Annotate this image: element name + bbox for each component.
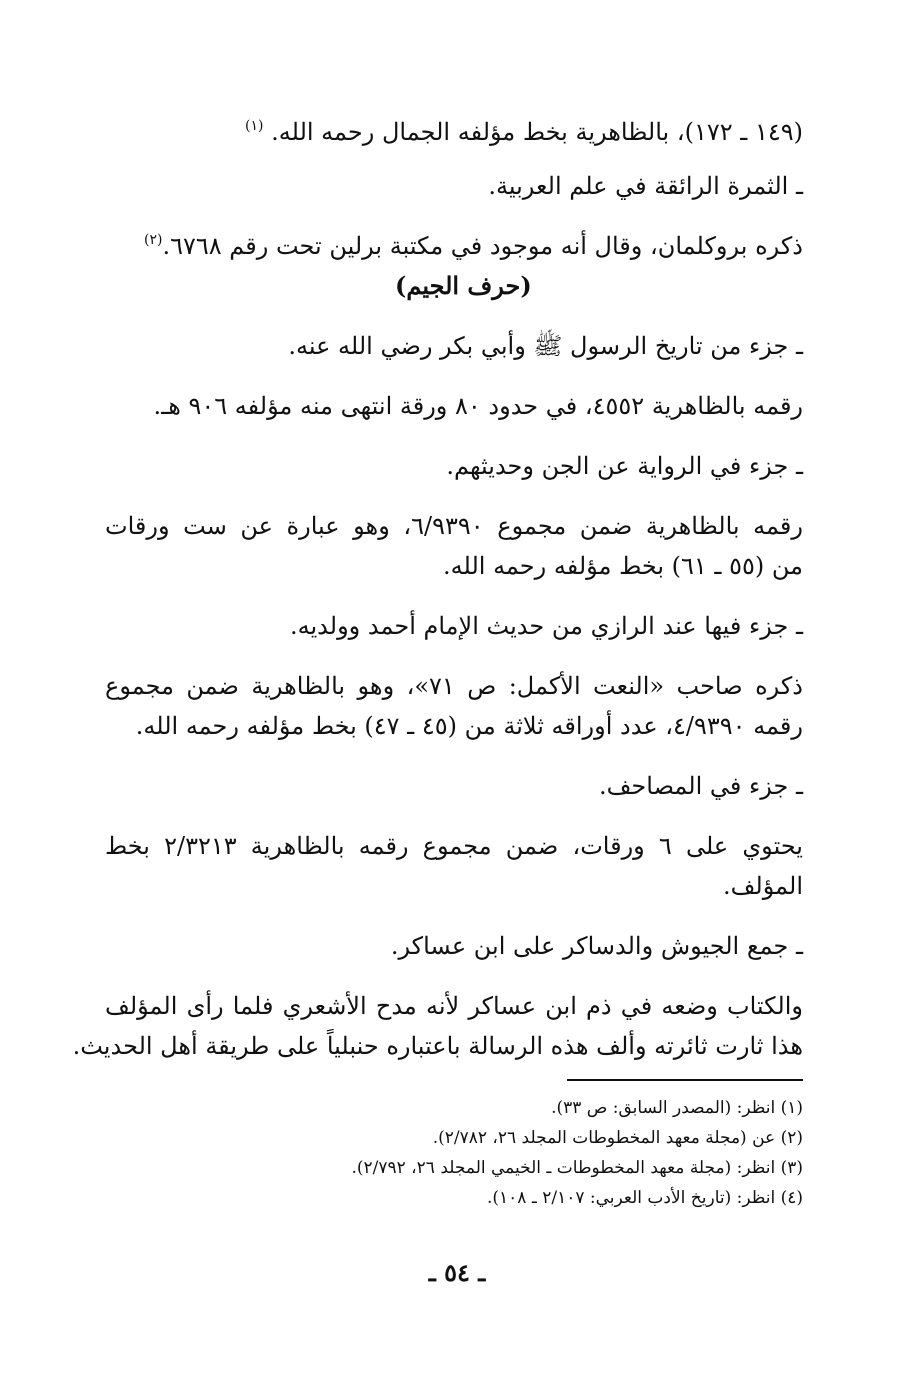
- entry-title-jam-juyush: ـ جمع الجيوش والدساكر على ابن عساكر.: [390, 932, 803, 960]
- section-heading: (حرف الجيم): [395, 271, 532, 300]
- entry-desc-juz-tarikh: رقمه بالظاهرية ٤٥٥٢، في حدود ٨٠ ورقة انتهى منه مؤلفه ٩٠٦ هـ.: [153, 392, 803, 420]
- footnotes: [105, 1093, 803, 1213]
- entry-title-thamra: ـ الثمرة الرائقة في علم العربية.: [488, 172, 803, 200]
- continuation-text: (١٤٩ ـ ١٧٢)، بالظاهرية بخط مؤلفه الجمال رحمه الله.: [271, 118, 803, 146]
- footnote-ref-1: (١): [245, 118, 264, 134]
- page-number: ـ ٥٤ ـ: [428, 1258, 486, 1287]
- entry-desc-juz-jinn-line2: من (٥٥ ـ ٦١) بخط مؤلفه رحمه الله.: [443, 552, 803, 580]
- footnote-1: (١) انظر: (المصدر السابق: ص ٣٣).: [551, 1098, 803, 1118]
- entry-desc-juz-razi-line2: رقمه ٤/٩٣٩٠، عدد أوراقه ثلاثة من (٤٥ ـ ٤٧) بخط مؤلفه رحمه الله.: [135, 712, 803, 740]
- page-body: [72, 112, 803, 1066]
- entry-title-juz-tarikh: ـ جزء من تاريخ الرسول ﷺ وأبي بكر رضي الله عنه.: [288, 332, 803, 360]
- entry-title-juz-masahif: ـ جزء في المصاحف.: [598, 772, 803, 800]
- footnote-4: (٤) انظر: (تاريخ الأدب العربي: ٢/١٠٧ ـ ١٠٨).: [486, 1188, 803, 1208]
- entry-desc-jam-juyush-line1: والكتاب وضعه في ذم ابن عساكر لأنه مدح الأشعري فلما رأى المؤلف: [105, 992, 803, 1020]
- footnote-2: (٢) عن (مجلة معهد المخطوطات المجلد ٢٦، ٢/٧٨٢).: [432, 1128, 803, 1148]
- entry-desc-juz-masahif-line1: يحتوي على ٦ ورقات، ضمن مجموع رقمه بالظاهرية ٢/٣٢١٣ بخط: [105, 832, 803, 860]
- entry-desc-jam-juyush-line2: هذا ثارت ثائرته وألف هذه الرسالة باعتباره حنبلياً على طريقة أهل الحديث.: [72, 1032, 803, 1060]
- entry-desc-thamra: [105, 226, 803, 266]
- footnote-ref-2: (٢): [144, 232, 163, 248]
- entry-desc-juz-jinn-line1: رقمه بالظاهرية ضمن مجموع ٦/٩٣٩٠، وهو عبارة عن ست ورقات: [105, 512, 803, 540]
- entry-desc-juz-masahif-line2: المؤلف.: [722, 872, 803, 900]
- entry-desc-thamra-text: ذكره بروكلمان، وقال أنه موجود في مكتبة برلين تحت رقم ٦٧٦٨.: [162, 232, 803, 260]
- continuation-line: [105, 112, 803, 152]
- footnote-3: (٣) انظر: (مجلة معهد المخطوطات ـ الخيمي المجلد ٢٦، ٢/٧٩٢).: [351, 1158, 803, 1178]
- entry-title-juz-razi: ـ جزء فيها عند الرازي من حديث الإمام أحمد وولديه.: [290, 612, 803, 640]
- entry-title-juz-jinn: ـ جزء في الرواية عن الجن وحديثهم.: [446, 452, 803, 480]
- footnote-divider: [567, 1079, 803, 1081]
- entry-desc-juz-razi-line1: ذكره صاحب «النعت الأكمل: ص ٧١»، وهو بالظاهرية ضمن مجموع: [105, 672, 803, 700]
